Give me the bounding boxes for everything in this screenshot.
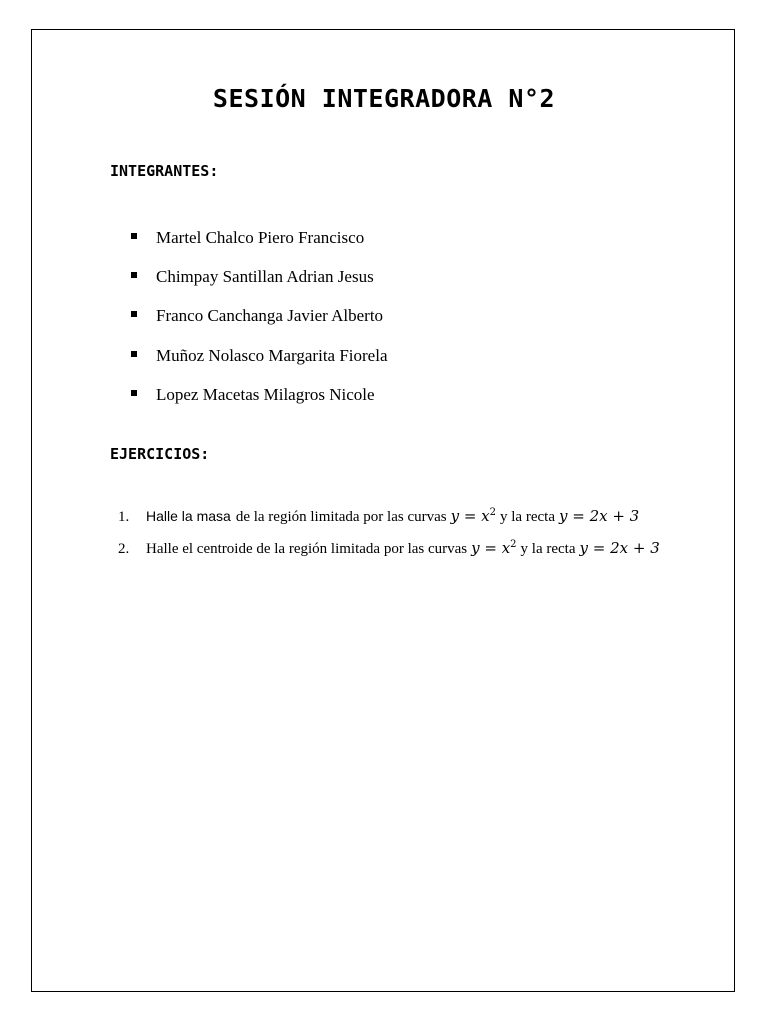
exercise-number: 2. <box>118 541 130 557</box>
exercises-list <box>118 507 664 571</box>
math-curve: $y = x^2$ <box>450 507 497 525</box>
member-name: Franco Canchanga Javier Alberto <box>156 306 384 326</box>
ejercicios-heading: EJERCICIOS: <box>110 445 210 463</box>
exercise-text: Halle el centroide de la región limitada por las curvas <box>146 541 468 557</box>
list-item <box>131 336 387 375</box>
exercise-item <box>118 507 664 539</box>
list-item <box>131 218 387 257</box>
math-line: y = 2x + 3 <box>579 539 660 557</box>
square-bullet-icon <box>131 233 137 239</box>
document-title: SESIÓN INTEGRADORA N°2 <box>212 84 556 113</box>
member-name: Chimpay Santillan Adrian Jesus <box>156 266 374 286</box>
square-bullet-icon <box>131 351 137 357</box>
members-list <box>131 218 387 414</box>
exercise-text: y la recta <box>500 509 555 525</box>
square-bullet-icon <box>131 390 137 396</box>
list-item <box>131 257 387 296</box>
exercise-number: 1. <box>118 509 130 525</box>
exercise-item <box>118 539 664 571</box>
member-name: Muñoz Nolasco Margarita Fiorela <box>156 345 388 365</box>
square-bullet-icon <box>131 272 137 278</box>
math-line: y = 2x + 3 <box>558 507 640 525</box>
integrantes-heading: INTEGRANTES: <box>110 162 219 180</box>
exercise-text: y la recta <box>520 541 576 557</box>
exercise-lead: Halle la masa <box>146 508 231 524</box>
member-name: Lopez Macetas Milagros Nicole <box>156 384 375 404</box>
list-item <box>131 375 387 414</box>
exercise-text: de la región limitada por las curvas <box>235 509 447 525</box>
square-bullet-icon <box>131 311 137 317</box>
member-name: Martel Chalco Piero Francisco <box>156 227 365 247</box>
list-item <box>131 297 387 336</box>
math-curve: $y = x^2$ <box>471 539 517 557</box>
